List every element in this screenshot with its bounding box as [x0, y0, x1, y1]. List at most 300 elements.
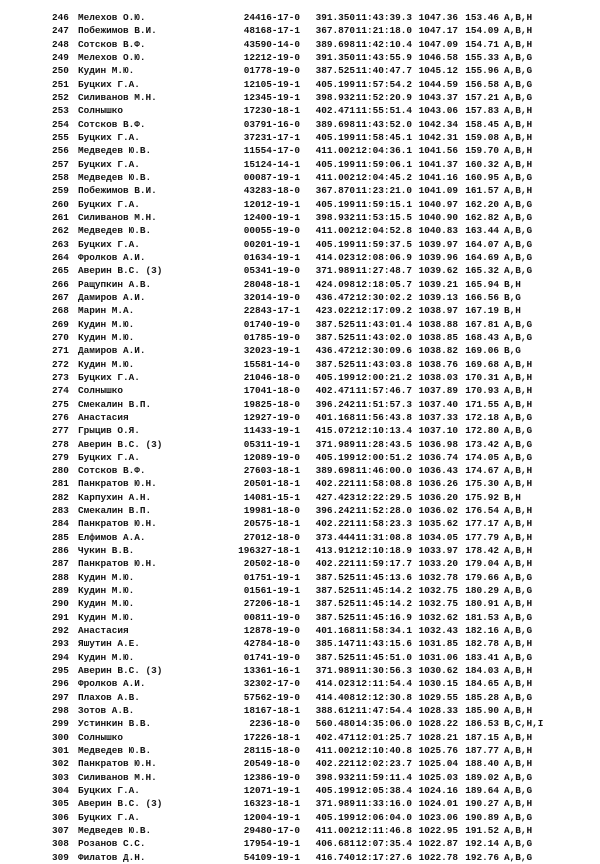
- arrival-time-cell: 11:43:03.8: [355, 358, 412, 370]
- distance-cell: 560.480: [315, 718, 355, 730]
- table-row: [52, 438, 597, 451]
- coefficient-cell: 163.44: [465, 225, 499, 237]
- ring-number-cell: 01561-19-1: [243, 585, 300, 597]
- category-cell: A,B,G: [504, 318, 533, 330]
- distance-cell: 405.199: [315, 451, 355, 463]
- place-cell: 277: [52, 425, 69, 437]
- ring-number-cell: 00087-19-1: [243, 171, 300, 183]
- category-cell: A,B,G: [504, 585, 533, 597]
- place-cell: 250: [52, 65, 69, 77]
- speed-cell: 1038.97: [418, 305, 458, 317]
- arrival-time-cell: 12:11:54.4: [355, 678, 412, 690]
- distance-cell: 396.242: [315, 505, 355, 517]
- participant-name-cell: Кудин М.Ю.: [78, 611, 135, 623]
- category-cell: A,B,H: [504, 371, 533, 383]
- speed-cell: 1028.21: [418, 731, 458, 743]
- category-cell: A,B,H: [504, 638, 533, 650]
- coefficient-cell: 161.57: [465, 185, 499, 197]
- arrival-time-cell: 11:43:01.4: [355, 318, 412, 330]
- distance-cell: 414.023: [315, 678, 355, 690]
- place-cell: 256: [52, 145, 69, 157]
- ring-number-cell: 17230-18-1: [243, 105, 300, 117]
- speed-cell: 1043.37: [418, 91, 458, 103]
- category-cell: B,H: [504, 278, 521, 290]
- table-row: [52, 491, 597, 504]
- category-cell: A,B,G: [504, 838, 533, 850]
- place-cell: 249: [52, 51, 69, 63]
- table-row: [52, 51, 597, 64]
- place-cell: 279: [52, 451, 69, 463]
- participant-name-cell: Дамиров А.И.: [78, 345, 146, 357]
- distance-cell: 373.444: [315, 531, 355, 543]
- table-row: [52, 11, 597, 24]
- participant-name-cell: Марин М.А.: [78, 305, 135, 317]
- place-cell: 273: [52, 371, 69, 383]
- distance-cell: 415.072: [315, 425, 355, 437]
- participant-name-cell: Силиванов М.Н.: [78, 91, 157, 103]
- arrival-time-cell: 11:43:55.9: [355, 51, 412, 63]
- category-cell: A,B,H: [504, 745, 533, 757]
- participant-name-cell: Кудин М.Ю.: [78, 598, 135, 610]
- speed-cell: 1042.31: [418, 131, 458, 143]
- participant-name-cell: Кудин М.Ю.: [78, 571, 135, 583]
- category-cell: A,B,G: [504, 771, 533, 783]
- arrival-time-cell: 12:10:40.8: [355, 745, 412, 757]
- distance-cell: 389.698: [315, 118, 355, 130]
- participant-name-cell: Дамиров А.И.: [78, 291, 146, 303]
- category-cell: A,B,G: [504, 851, 533, 863]
- participant-name-cell: Сотсков В.Ф.: [78, 118, 146, 130]
- coefficient-cell: 175.30: [465, 478, 499, 490]
- category-cell: A,B,H: [504, 545, 533, 557]
- distance-cell: 398.932: [315, 771, 355, 783]
- coefficient-cell: 186.53: [465, 718, 499, 730]
- coefficient-cell: 184.65: [465, 678, 499, 690]
- ring-number-cell: 17041-18-0: [243, 385, 300, 397]
- speed-cell: 1041.09: [418, 185, 458, 197]
- ring-number-cell: 17226-18-1: [243, 731, 300, 743]
- participant-name-cell: Буцких Г.А.: [78, 78, 140, 90]
- place-cell: 299: [52, 718, 69, 730]
- speed-cell: 1028.33: [418, 705, 458, 717]
- ring-number-cell: 01785-19-0: [243, 331, 300, 343]
- arrival-time-cell: 11:58:08.8: [355, 478, 412, 490]
- category-cell: A,B,H: [504, 558, 533, 570]
- category-cell: A,B,G: [504, 171, 533, 183]
- coefficient-cell: 170.93: [465, 385, 499, 397]
- ring-number-cell: 00201-19-1: [243, 238, 300, 250]
- ring-number-cell: 28115-18-0: [243, 745, 300, 757]
- distance-cell: 387.525: [315, 571, 355, 583]
- table-row: [52, 291, 597, 304]
- arrival-time-cell: 11:59:11.4: [355, 771, 412, 783]
- table-row: [52, 198, 597, 211]
- participant-name-cell: Медведев Ю.В.: [78, 745, 152, 757]
- coefficient-cell: 153.46: [465, 12, 499, 23]
- table-row: [52, 118, 597, 131]
- distance-cell: 388.612: [315, 705, 355, 717]
- coefficient-cell: 154.09: [465, 25, 499, 37]
- speed-cell: 1043.06: [418, 105, 458, 117]
- category-cell: A,B,H: [504, 358, 533, 370]
- place-cell: 297: [52, 691, 69, 703]
- place-cell: 296: [52, 678, 69, 690]
- distance-cell: 411.002: [315, 171, 355, 183]
- place-cell: 294: [52, 651, 69, 663]
- category-cell: A,B,H: [504, 385, 533, 397]
- participant-name-cell: Панкратов Ю.Н.: [78, 758, 157, 770]
- speed-cell: 1045.12: [418, 65, 458, 77]
- coefficient-cell: 184.03: [465, 665, 499, 677]
- participant-name-cell: Сотсков В.Ф.: [78, 465, 146, 477]
- coefficient-cell: 183.41: [465, 651, 499, 663]
- coefficient-cell: 187.77: [465, 745, 499, 757]
- coefficient-cell: 164.69: [465, 251, 499, 263]
- coefficient-cell: 176.54: [465, 505, 499, 517]
- table-row: [52, 691, 597, 704]
- ring-number-cell: 43283-18-0: [243, 185, 300, 197]
- category-cell: A,B,H: [504, 505, 533, 517]
- category-cell: A,B,G: [504, 211, 533, 223]
- coefficient-cell: 185.90: [465, 705, 499, 717]
- table-row: [52, 451, 597, 464]
- table-row: [52, 331, 597, 344]
- coefficient-cell: 178.42: [465, 545, 499, 557]
- ring-number-cell: 05311-19-1: [243, 438, 300, 450]
- speed-cell: 1039.97: [418, 238, 458, 250]
- ring-number-cell: 27206-18-1: [243, 598, 300, 610]
- distance-cell: 387.525: [315, 331, 355, 343]
- participant-name-cell: Фролков А.И.: [78, 678, 146, 690]
- participant-name-cell: Ращупкин А.В.: [78, 278, 152, 290]
- distance-cell: 414.023: [315, 251, 355, 263]
- table-row: [52, 811, 597, 824]
- arrival-time-cell: 11:27:48.7: [355, 265, 412, 277]
- speed-cell: 1028.22: [418, 718, 458, 730]
- ring-number-cell: 12878-19-0: [243, 625, 300, 637]
- coefficient-cell: 168.43: [465, 331, 499, 343]
- place-cell: 306: [52, 811, 69, 823]
- category-cell: A,B,G: [504, 411, 533, 423]
- distance-cell: 405.199: [315, 238, 355, 250]
- coefficient-cell: 171.55: [465, 398, 499, 410]
- place-cell: 247: [52, 25, 69, 37]
- distance-cell: 401.168: [315, 411, 355, 423]
- category-cell: A,B,H: [504, 518, 533, 530]
- ring-number-cell: 27603-18-1: [243, 465, 300, 477]
- participant-name-cell: Устинкин В.В.: [78, 718, 152, 730]
- place-cell: 248: [52, 38, 69, 50]
- place-cell: 246: [52, 12, 69, 23]
- ring-number-cell: 01634-19-1: [243, 251, 300, 263]
- arrival-time-cell: 11:42:10.4: [355, 38, 412, 50]
- distance-cell: 402.221: [315, 518, 355, 530]
- category-cell: A,B,G: [504, 651, 533, 663]
- distance-cell: 391.350: [315, 12, 355, 23]
- distance-cell: 405.199: [315, 131, 355, 143]
- participant-name-cell: Медведев Ю.В.: [78, 171, 152, 183]
- category-cell: A,B,H: [504, 531, 533, 543]
- arrival-time-cell: 11:43:39.3: [355, 12, 412, 23]
- participant-name-cell: Смекалин В.П.: [78, 398, 152, 410]
- category-cell: A,B,H: [504, 131, 533, 143]
- coefficient-cell: 174.05: [465, 451, 499, 463]
- place-cell: 295: [52, 665, 69, 677]
- table-row: [52, 131, 597, 144]
- arrival-time-cell: 12:17:27.6: [355, 851, 412, 863]
- place-cell: 290: [52, 598, 69, 610]
- table-row: [52, 544, 597, 557]
- category-cell: B,C,H,I: [504, 718, 544, 730]
- ring-number-cell: 57562-19-0: [243, 691, 300, 703]
- place-cell: 260: [52, 198, 69, 210]
- distance-cell: 396.242: [315, 398, 355, 410]
- speed-cell: 1044.59: [418, 78, 458, 90]
- participant-name-cell: Кудин М.Ю.: [78, 65, 135, 77]
- table-row: [52, 824, 597, 837]
- table-row: [52, 784, 597, 797]
- ring-number-cell: 43590-14-0: [243, 38, 300, 50]
- speed-cell: 1040.97: [418, 198, 458, 210]
- distance-cell: 402.471: [315, 105, 355, 117]
- arrival-time-cell: 11:58:34.1: [355, 625, 412, 637]
- category-cell: A,B,G: [504, 78, 533, 90]
- speed-cell: 1033.20: [418, 558, 458, 570]
- coefficient-cell: 167.19: [465, 305, 499, 317]
- arrival-time-cell: 11:28:43.5: [355, 438, 412, 450]
- place-cell: 258: [52, 171, 69, 183]
- ring-number-cell: 12004-19-1: [243, 811, 300, 823]
- coefficient-cell: 174.67: [465, 465, 499, 477]
- coefficient-cell: 167.81: [465, 318, 499, 330]
- ring-number-cell: 29480-17-0: [243, 825, 300, 837]
- category-cell: A,B,H: [504, 25, 533, 37]
- ring-number-cell: 12400-19-1: [243, 211, 300, 223]
- arrival-time-cell: 11:57:54.2: [355, 78, 412, 90]
- table-row: [52, 611, 597, 624]
- ring-number-cell: 11554-17-0: [243, 145, 300, 157]
- place-cell: 269: [52, 318, 69, 330]
- arrival-time-cell: 14:35:06.0: [355, 718, 412, 730]
- ring-number-cell: 48168-17-1: [243, 25, 300, 37]
- participant-name-cell: Буцких Г.А.: [78, 371, 140, 383]
- coefficient-cell: 157.21: [465, 91, 499, 103]
- speed-cell: 1042.34: [418, 118, 458, 130]
- table-row: [52, 24, 597, 37]
- coefficient-cell: 165.94: [465, 278, 499, 290]
- category-cell: A,B,G: [504, 238, 533, 250]
- coefficient-cell: 189.02: [465, 771, 499, 783]
- ring-number-cell: 42784-18-0: [243, 638, 300, 650]
- table-row: [52, 651, 597, 664]
- coefficient-cell: 191.52: [465, 825, 499, 837]
- place-cell: 266: [52, 278, 69, 290]
- distance-cell: 371.989: [315, 438, 355, 450]
- participant-name-cell: Медведев Ю.В.: [78, 145, 152, 157]
- ring-number-cell: 12345-19-1: [243, 91, 300, 103]
- place-cell: 308: [52, 838, 69, 850]
- table-row: [52, 771, 597, 784]
- distance-cell: 405.199: [315, 811, 355, 823]
- arrival-time-cell: 12:02:23.7: [355, 758, 412, 770]
- place-cell: 298: [52, 705, 69, 717]
- distance-cell: 389.698: [315, 465, 355, 477]
- coefficient-cell: 173.42: [465, 438, 499, 450]
- ring-number-cell: 15124-14-1: [243, 158, 300, 170]
- speed-cell: 1031.85: [418, 638, 458, 650]
- speed-cell: 1046.58: [418, 51, 458, 63]
- table-row: [52, 571, 597, 584]
- table-row: [52, 64, 597, 77]
- participant-name-cell: Анастасия: [78, 625, 129, 637]
- participant-name-cell: Карпухин А.Н.: [78, 491, 152, 503]
- table-row: [52, 504, 597, 517]
- coefficient-cell: 157.83: [465, 105, 499, 117]
- table-row: [52, 171, 597, 184]
- participant-name-cell: Анастасия: [78, 411, 129, 423]
- table-row: [52, 531, 597, 544]
- ring-number-cell: 2236-18-0: [249, 718, 300, 730]
- table-row: [52, 477, 597, 490]
- speed-cell: 1037.10: [418, 425, 458, 437]
- distance-cell: 424.098: [315, 278, 355, 290]
- speed-cell: 1022.78: [418, 851, 458, 863]
- speed-cell: 1039.21: [418, 278, 458, 290]
- arrival-time-cell: 12:30:02.2: [355, 291, 412, 303]
- distance-cell: 405.199: [315, 198, 355, 210]
- arrival-time-cell: 11:45:14.2: [355, 585, 412, 597]
- participant-name-cell: Солнышко: [78, 385, 124, 397]
- coefficient-cell: 170.31: [465, 371, 499, 383]
- place-cell: 307: [52, 825, 69, 837]
- category-cell: A,B,H: [504, 825, 533, 837]
- arrival-time-cell: 11:33:16.0: [355, 798, 412, 810]
- speed-cell: 1039.96: [418, 251, 458, 263]
- arrival-time-cell: 12:04:36.1: [355, 145, 412, 157]
- ring-number-cell: 20501-18-1: [243, 478, 300, 490]
- arrival-time-cell: 12:07:35.4: [355, 838, 412, 850]
- place-cell: 303: [52, 771, 69, 783]
- table-row: [52, 304, 597, 317]
- place-cell: 263: [52, 238, 69, 250]
- table-row: [52, 664, 597, 677]
- participant-name-cell: Аверин В.С. (3): [78, 665, 163, 677]
- ring-number-cell: 00811-19-0: [243, 611, 300, 623]
- distance-cell: 402.471: [315, 731, 355, 743]
- participant-name-cell: Фролков А.И.: [78, 251, 146, 263]
- distance-cell: 402.221: [315, 558, 355, 570]
- arrival-time-cell: 11:43:52.0: [355, 118, 412, 130]
- arrival-time-cell: 12:01:25.7: [355, 731, 412, 743]
- ring-number-cell: 21046-18-0: [243, 371, 300, 383]
- distance-cell: 406.681: [315, 838, 355, 850]
- participant-name-cell: Плахов А.В.: [78, 691, 140, 703]
- ring-number-cell: 16323-18-1: [243, 798, 300, 810]
- participant-name-cell: Аверин В.С. (3): [78, 438, 163, 450]
- distance-cell: 371.989: [315, 665, 355, 677]
- category-cell: A,B,H: [504, 598, 533, 610]
- distance-cell: 385.147: [315, 638, 355, 650]
- ring-number-cell: 20549-18-0: [243, 758, 300, 770]
- participant-name-cell: Кудин М.Ю.: [78, 651, 135, 663]
- place-cell: 291: [52, 611, 69, 623]
- category-cell: A,B,G: [504, 811, 533, 823]
- coefficient-cell: 160.32: [465, 158, 499, 170]
- coefficient-cell: 188.40: [465, 758, 499, 770]
- distance-cell: 405.199: [315, 371, 355, 383]
- ring-number-cell: 05341-19-0: [243, 265, 300, 277]
- arrival-time-cell: 12:17:09.2: [355, 305, 412, 317]
- speed-cell: 1023.06: [418, 811, 458, 823]
- distance-cell: 436.472: [315, 291, 355, 303]
- place-cell: 280: [52, 465, 69, 477]
- category-cell: A,B,G: [504, 785, 533, 797]
- table-row: [52, 744, 597, 757]
- coefficient-cell: 165.32: [465, 265, 499, 277]
- speed-cell: 1038.03: [418, 371, 458, 383]
- coefficient-cell: 172.18: [465, 411, 499, 423]
- place-cell: 276: [52, 411, 69, 423]
- results-table: [52, 11, 597, 864]
- arrival-time-cell: 11:59:06.1: [355, 158, 412, 170]
- participant-name-cell: Кудин М.Ю.: [78, 331, 135, 343]
- distance-cell: 387.525: [315, 358, 355, 370]
- place-cell: 262: [52, 225, 69, 237]
- distance-cell: 398.932: [315, 91, 355, 103]
- speed-cell: 1037.40: [418, 398, 458, 410]
- place-cell: 259: [52, 185, 69, 197]
- table-row: [52, 278, 597, 291]
- category-cell: A,B,H: [504, 665, 533, 677]
- participant-name-cell: Чукин В.В.: [78, 545, 135, 557]
- place-cell: 261: [52, 211, 69, 223]
- category-cell: A,B,G: [504, 51, 533, 63]
- table-row: [52, 371, 597, 384]
- distance-cell: 367.870: [315, 25, 355, 37]
- arrival-time-cell: 11:40:47.7: [355, 65, 412, 77]
- category-cell: A,B,H: [504, 398, 533, 410]
- speed-cell: 1034.05: [418, 531, 458, 543]
- coefficient-cell: 189.64: [465, 785, 499, 797]
- participant-name-cell: Солнышко: [78, 105, 124, 117]
- ring-number-cell: 19981-18-0: [243, 505, 300, 517]
- arrival-time-cell: 12:06:04.0: [355, 811, 412, 823]
- ring-number-cell: 15581-14-0: [243, 358, 300, 370]
- speed-cell: 1030.62: [418, 665, 458, 677]
- distance-cell: 411.002: [315, 745, 355, 757]
- category-cell: A,B,G: [504, 265, 533, 277]
- speed-cell: 1024.01: [418, 798, 458, 810]
- place-cell: 284: [52, 518, 69, 530]
- place-cell: 253: [52, 105, 69, 117]
- speed-cell: 1025.76: [418, 745, 458, 757]
- distance-cell: 414.408: [315, 691, 355, 703]
- arrival-time-cell: 11:30:56.3: [355, 665, 412, 677]
- table-row: [52, 637, 597, 650]
- participant-name-cell: Буцких Г.А.: [78, 238, 140, 250]
- coefficient-cell: 162.20: [465, 198, 499, 210]
- arrival-time-cell: 11:21:18.0: [355, 25, 412, 37]
- category-cell: A,B,G: [504, 611, 533, 623]
- participant-name-cell: Буцких Г.А.: [78, 198, 140, 210]
- coefficient-cell: 158.45: [465, 118, 499, 130]
- category-cell: A,B,G: [504, 251, 533, 263]
- speed-cell: 1036.74: [418, 451, 458, 463]
- participant-name-cell: Сотсков В.Ф.: [78, 38, 146, 50]
- distance-cell: 411.002: [315, 225, 355, 237]
- distance-cell: 387.525: [315, 651, 355, 663]
- speed-cell: 1032.62: [418, 611, 458, 623]
